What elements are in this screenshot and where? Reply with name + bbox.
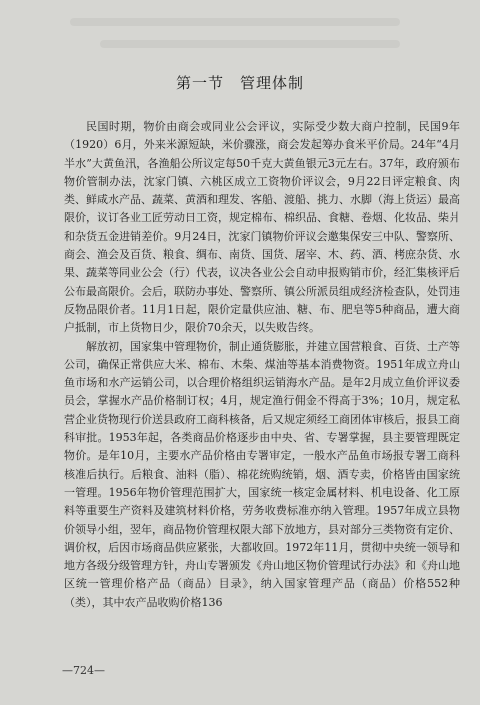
page-number: —724— (62, 664, 105, 677)
paragraph: 解放初，国家集中管理物价，制止通货膨胀，并建立国营粮食、百货、土产等公司，确保正常供应大米、棉布、木柴、煤油等基本消费物资。1951年成立舟山鱼市场和水产运销公司，以合理价格组织运销海水产品。是年2月成立鱼价评议委员会，掌握水产品价格制订权；4月，规定渔行佣金不得高于3%；10月，规定私营企业货物现行价送县政府工商科核备，后又规定须经工商团体审核后，报县工商科审批。1953年起，各类商品价格逐步由中央、省、专署掌握，县主要管理既定物价。是年10月，主要水产品价格由专署审定，一般水产品鱼市场报专署工商科核准后执行。后粮食、油料（脂）、棉花统购统销，烟、酒专卖，价格皆由国家统一管理。1956年物价管理范围扩大，国家统一核定金属材料、机电设备、化工原料等重要生产资料及建筑材料价格，劳务收费标准亦纳入管理。1957年成立县物价领导小组，翌年，商品物价管理权限大部下放地方，县对部分三类物资有定价、调价权，后因市场商品供应紧张，大都收回。1972年11月，贯彻中央统一领导和地方各级分级管理方针，舟山专署颁发《舟山地区物价管理试行办法》和《舟山地区统一管理价格产品（商品）目录》，纳入国家管理产品（商品）价格552种（类），其中农产品收购价格136 (64, 339, 460, 609)
faded-bleed-through-line (100, 40, 400, 48)
section-title: 第一节 管理体制 (175, 74, 304, 92)
paragraph: 民国时期，物价由商会或同业公会评议，实际受少数大商户控制，民国9年（1920）6月，外来米源短缺，米价骤涨，商会发起筹办食米平价局。24年“4月半水”大黄鱼汛，各渔船公所议定每50千克大黄鱼银元3元左右。37年，政府颁布物价管制办法，沈家门镇、六桃区成立工资物价评议会，9月22日评定粮食、肉类、鲜咸水产品、蔬菜、黄酒和理发、客船、渡船、挑力、水脚（海上货运）最高限价，议订各业工匠劳动日工资，规定棉布、棉织品、食糖、卷烟、化妆品、柴爿和杂货五金进销差价。9月24日，沈家门镇物价评议会邀集保安三中队、警察所、商会、渔会及百货、粮食、绸布、南货、国货、屠宰、木、药、酒、栲庶杂货、水果、蔬菜等同业公会（行）代表，议决各业公会自动申报购销市价，经汇集核评后公布最高限价。会后，联防办事处、警察所、镇公所派员组成经济检查队，处罚违反物品限价者。11月1日起，限价定量供应油、糖、布、肥皂等5种商品，遭大商户抵制，市上货物日少，限价70余天，以失败告终。 (64, 120, 460, 335)
faded-bleed-through-line (70, 18, 400, 26)
body-text (64, 118, 460, 612)
